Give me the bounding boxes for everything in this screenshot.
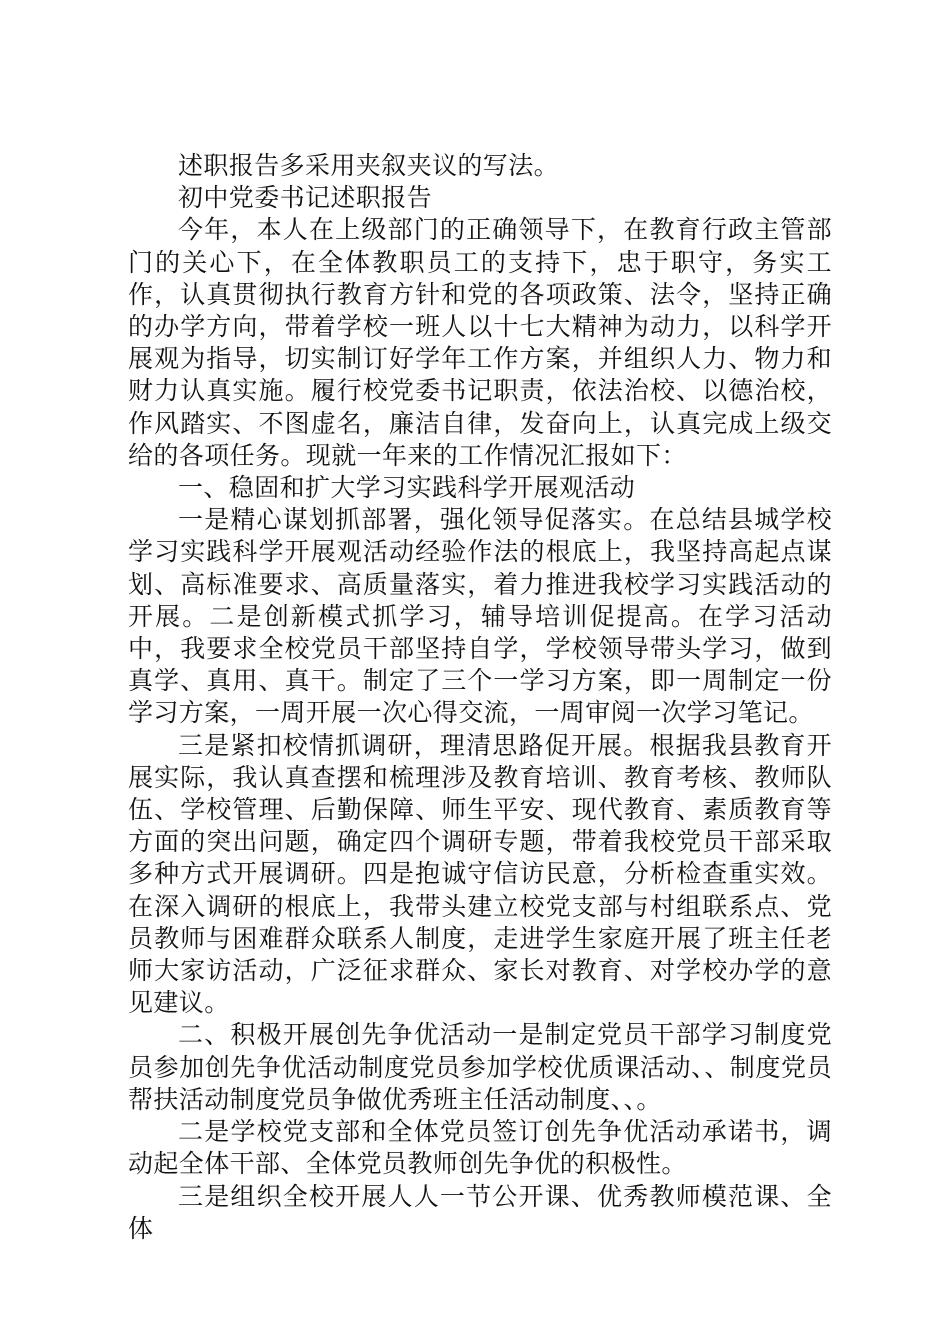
paragraph-intro-note: 述职报告多采用夹叙夹议的写法。: [178, 151, 560, 180]
section-heading-1: 一、稳固和扩大学习实践科学开展观活动: [178, 473, 636, 503]
paragraph-section-1-part-a: 一是精心谋划抓部署，强化领导促落实。在总结县城学校学习实践科学开展观活动经验作法的根底上，我坚持高起点谋划、高标准要求、高质量落实，着力推进我校学习实践活动的开展。二是创新模式抓学习，辅导培训促提高。在学习活动中，我要求全校党员干部坚持自学，学校领导带头学习，做到真学、真用、真干。制定了三个一学习方案，即一周制定一份学习方案，一周开展一次心得交流，一周审阅一次学习笔记。: [128, 505, 832, 728]
paragraph-opening: 今年，本人在上级部门的正确领导下，在教育行政主管部门的关心下，在全体教职员工的支持下，忠于职守，务实工作，认真贯彻执行教育方针和党的各项政策、法令，坚持正确的办学方向，带着学校一班人以十七大精神为动力，以科学开展观为指导，切实制订好学年工作方案，并组织人力、物力和财力认真实施。履行校党委书记职责，依法治校、以德治校，作风踏实、不图虚名，廉洁自律，发奋向上，认真完成上级交给的各项任务。现就一年来的工作情况汇报如下：: [128, 215, 832, 470]
paragraph-section-2-part-a: 二、积极开展创先争优活动一是制定党员干部学习制度党员参加创先争优活动制度党员参加学校优质课活动、、制度党员帮扶活动制度党员争做优秀班主任活动制度、、。: [128, 1020, 832, 1114]
document-body: [128, 150, 832, 1245]
paragraph-section-2-part-b: 二是学校党支部和全体党员签订创先争优活动承诺书，调动起全体干部、全体党员教师创先争优的积极性。: [128, 1117, 832, 1179]
report-title: 初中党委书记述职报告: [178, 183, 433, 213]
paragraph-section-2-part-c: 三是组织全校开展人人一节公开课、优秀教师模范课、全体: [128, 1181, 832, 1243]
paragraph-section-1-part-b: 三是紧扣校情抓调研，理清思路促开展。根据我县教育开展实际，我认真查摆和梳理涉及教育培训、教育考核、教师队伍、学校管理、后勤保障、师生平安、现代教育、素质教育等方面的突出问题，确定四个调研专题，带着我校党员干部采取多种方式开展调研。四是抱诚守信访民意，分析检查重实效。在深入调研的根底上，我带头建立校党支部与村组联系点、党员教师与困难群众联系人制度，走进学生家庭开展了班主任老师大家访活动，广泛征求群众、家长对教育、对学校办学的意见建议。: [128, 730, 832, 1018]
